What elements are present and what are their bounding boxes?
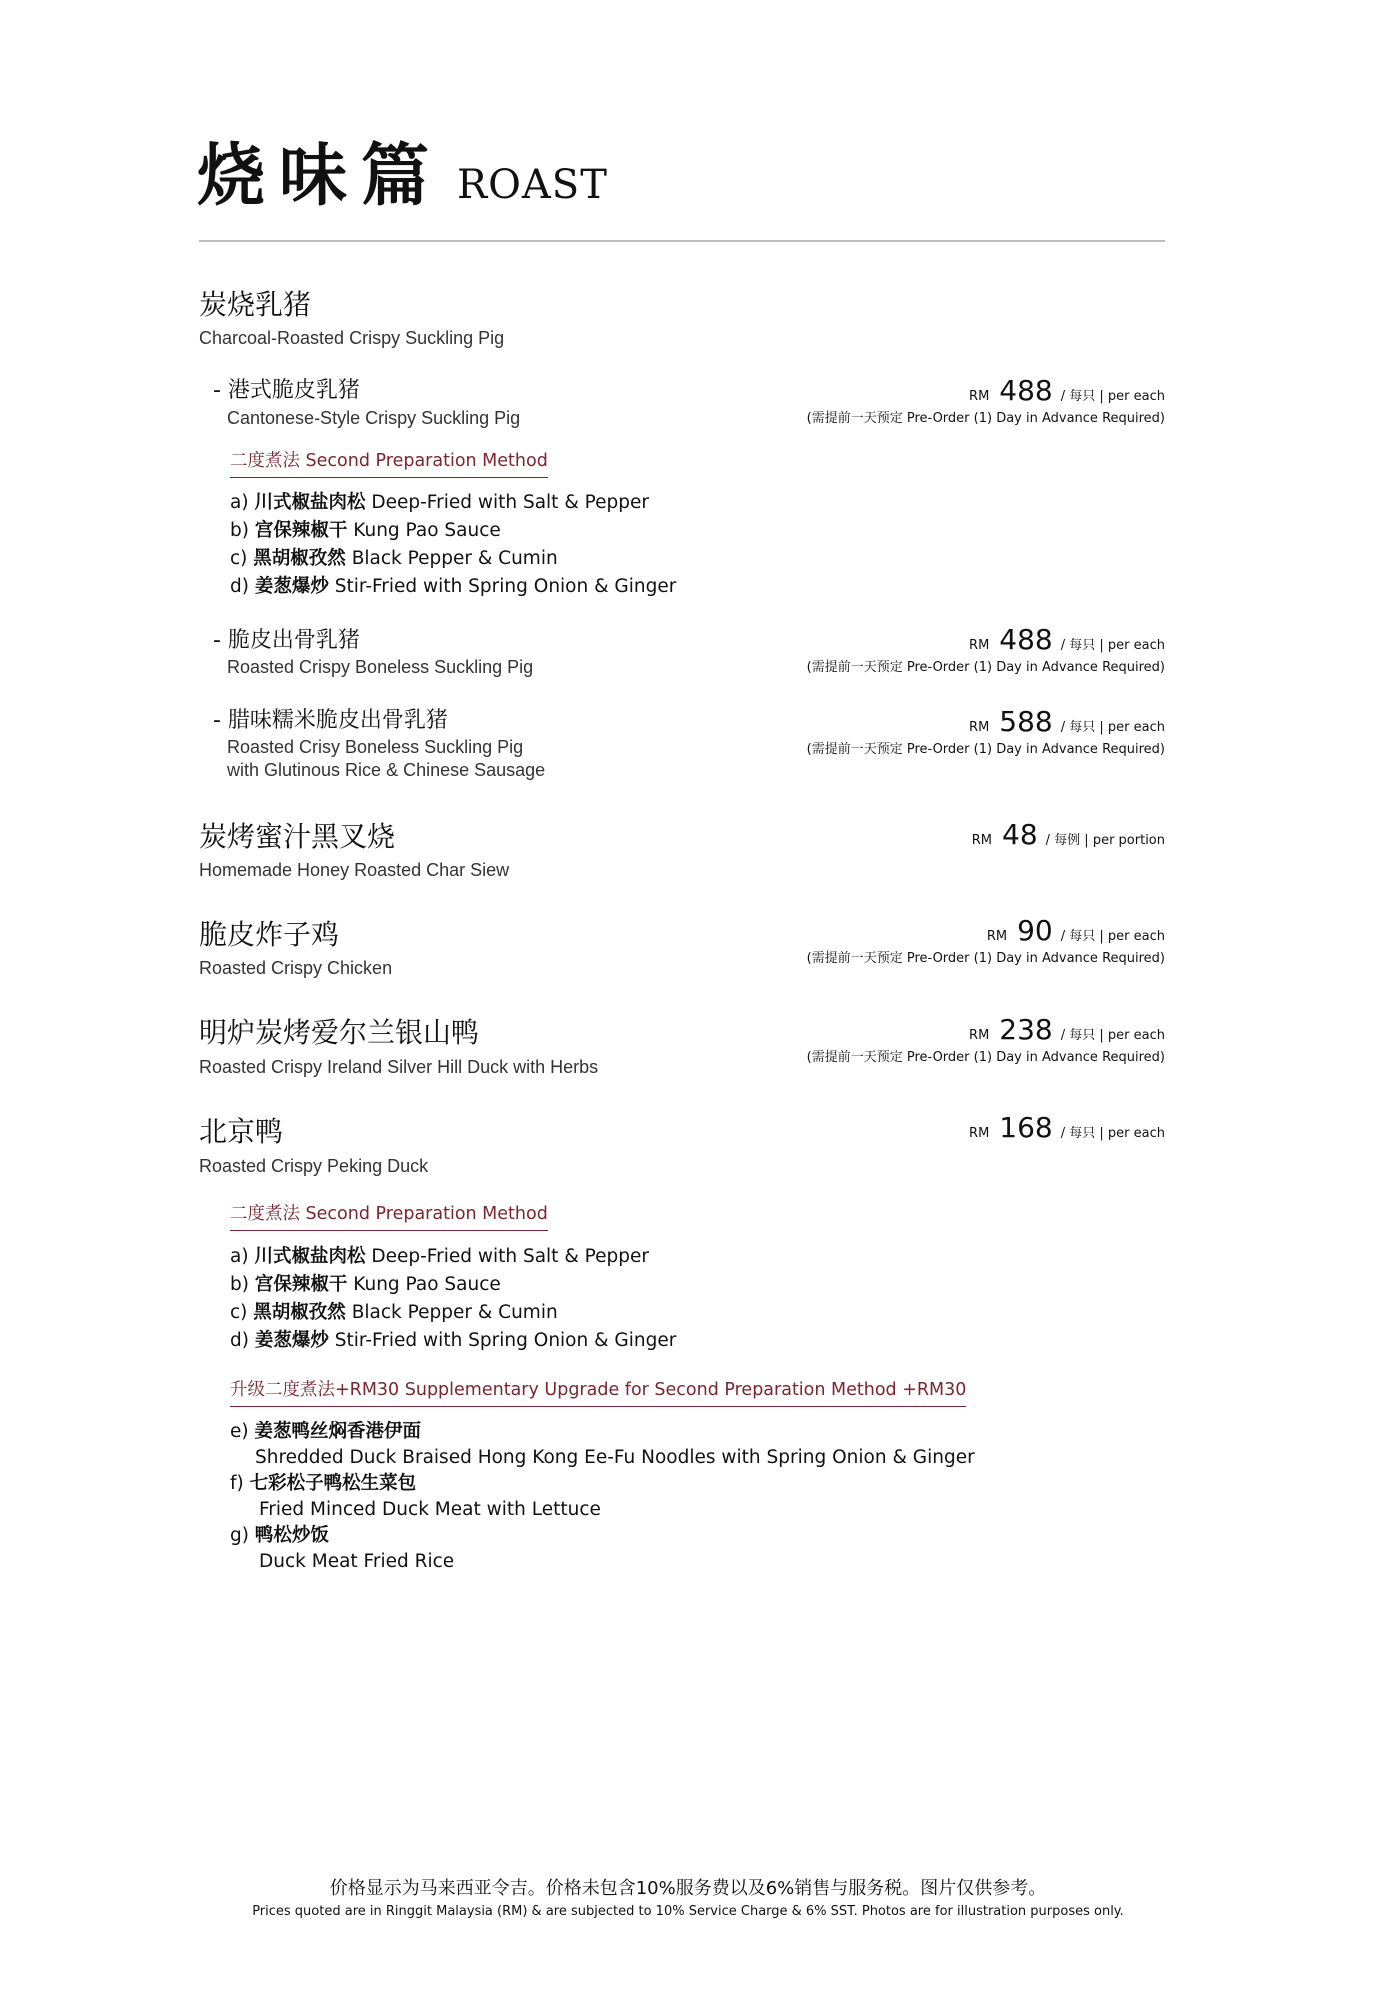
option-zh: 川式椒盐肉松 — [254, 1246, 366, 1267]
footer-note-zh: 价格显示为马来西亚令吉。价格未包含10%服务费以及6%销售与服务税。图片仅供参考。 — [329, 1878, 1047, 1899]
upgrade-option-en: Duck Meat Fried Rice — [259, 1551, 455, 1572]
method-option — [230, 1299, 558, 1327]
option-label: f) — [230, 1473, 244, 1494]
option-en: Black Pepper & Cumin — [351, 1302, 558, 1323]
method-heading: 二度煮法 Second Preparation Method — [230, 1201, 548, 1231]
method-option — [230, 1271, 501, 1299]
currency: RM — [986, 929, 1008, 944]
option-zh: 七彩松子鸭松生菜包 — [249, 1473, 417, 1494]
option-label: a) — [230, 1246, 249, 1267]
price — [969, 374, 1165, 407]
subitem-name-zh: - 脆皮出骨乳猪 — [213, 628, 360, 653]
option-label: e) — [230, 1421, 249, 1442]
subitem-name-en-line1: Roasted Crisy Boneless Suckling Pig — [227, 737, 524, 757]
price-value: 168 — [999, 1111, 1053, 1144]
header-divider — [199, 240, 1165, 242]
option-en: Deep-Fried with Salt & Pepper — [371, 492, 649, 513]
price-value: 488 — [999, 374, 1053, 407]
footer-note-en: Prices quoted are in Ringgit Malaysia (RM) & are subjected to 10% Service Charge & 6% SST. Photos are for illustration purposes only. — [252, 1904, 1124, 1919]
price-value: 238 — [999, 1013, 1053, 1046]
subitem-name-en: Roasted Crispy Boneless Suckling Pig — [227, 657, 534, 677]
option-en: Black Pepper & Cumin — [351, 548, 558, 569]
option-zh: 宫保辣椒干 — [254, 1274, 348, 1295]
currency: RM — [969, 1028, 990, 1043]
option-label: d) — [230, 576, 249, 597]
item-name-zh: 炭烧乳猪 — [199, 288, 312, 321]
option-label: b) — [230, 1274, 249, 1295]
price-unit: / 每只 | per each — [1060, 638, 1165, 653]
preorder-note: (需提前一天预定 Pre-Order (1) Day in Advance Required) — [806, 660, 1165, 675]
option-en: Deep-Fried with Salt & Pepper — [371, 1246, 649, 1267]
currency: RM — [969, 1126, 990, 1141]
price-unit: / 每只 | per each — [1060, 929, 1165, 944]
method-heading: 二度煮法 Second Preparation Method — [230, 448, 548, 478]
price-value: 48 — [1002, 818, 1038, 851]
preorder-note: (需提前一天预定 Pre-Order (1) Day in Advance Required) — [806, 411, 1165, 426]
upgrade-option-en: Shredded Duck Braised Hong Kong Ee-Fu Noodles with Spring Onion & Ginger — [255, 1447, 975, 1468]
method-option — [230, 545, 558, 573]
page-title-en: ROAST — [457, 162, 608, 208]
subitem-name-en: Cantonese-Style Crispy Suckling Pig — [227, 408, 521, 428]
method-option — [230, 489, 649, 517]
subitem-name-zh: - 腊味糯米脆皮出骨乳猪 — [213, 708, 448, 733]
subitem-name-zh: - 港式脆皮乳猪 — [213, 378, 360, 403]
option-en: Stir-Fried with Spring Onion & Ginger — [334, 576, 677, 597]
method-option — [230, 517, 501, 545]
upgrade-option — [230, 1418, 421, 1446]
option-label: b) — [230, 520, 249, 541]
method-option — [230, 1327, 676, 1355]
option-en: Stir-Fried with Spring Onion & Ginger — [334, 1330, 677, 1351]
subitem-name-en-line2: with Glutinous Rice & Chinese Sausage — [227, 760, 546, 780]
price-value: 488 — [999, 623, 1053, 656]
option-zh: 黑胡椒孜然 — [253, 548, 346, 569]
price — [969, 623, 1165, 656]
option-label: c) — [230, 548, 248, 569]
option-en: Kung Pao Sauce — [353, 520, 501, 541]
option-zh: 姜葱鸭丝焖香港伊面 — [254, 1421, 422, 1442]
upgrade-option-en: Fried Minced Duck Meat with Lettuce — [259, 1499, 601, 1520]
item-name-en: Charcoal-Roasted Crispy Suckling Pig — [199, 328, 505, 348]
price — [972, 818, 1165, 851]
price-value: 90 — [1017, 914, 1053, 947]
option-label: c) — [230, 1302, 248, 1323]
item-name-en: Roasted Crispy Peking Duck — [199, 1156, 429, 1176]
preorder-note: (需提前一天预定 Pre-Order (1) Day in Advance Required) — [806, 1050, 1165, 1065]
item-name-zh: 北京鸭 — [199, 1115, 284, 1148]
price — [987, 914, 1165, 947]
price — [969, 705, 1165, 738]
item-name-zh: 炭烤蜜汁黑叉烧 — [199, 820, 396, 853]
item-name-en: Roasted Crispy Chicken — [199, 958, 393, 978]
currency: RM — [969, 638, 990, 653]
currency: RM — [969, 720, 990, 735]
preorder-note: (需提前一天预定 Pre-Order (1) Day in Advance Required) — [806, 742, 1165, 757]
option-en: Kung Pao Sauce — [353, 1274, 501, 1295]
price-unit: / 每例 | per portion — [1045, 833, 1165, 848]
option-label: d) — [230, 1330, 249, 1351]
price-unit: / 每只 | per each — [1060, 720, 1165, 735]
price — [969, 1111, 1165, 1144]
price-unit: / 每只 | per each — [1060, 1028, 1165, 1043]
upgrade-option — [230, 1470, 416, 1498]
price-unit: / 每只 | per each — [1060, 389, 1165, 404]
item-name-zh: 脆皮炸子鸡 — [199, 918, 340, 951]
method-option — [230, 1243, 649, 1271]
option-label: a) — [230, 492, 249, 513]
page-title-zh: 烧味篇 — [197, 136, 444, 216]
option-zh: 黑胡椒孜然 — [253, 1302, 346, 1323]
item-name-en: Homemade Honey Roasted Char Siew — [199, 860, 510, 880]
option-label: g) — [230, 1525, 249, 1546]
currency: RM — [969, 389, 990, 404]
upgrade-heading: 升级二度煮法+RM30 Supplementary Upgrade for Second Preparation Method +RM30 — [230, 1377, 966, 1407]
upgrade-option — [230, 1522, 329, 1550]
option-zh: 宫保辣椒干 — [254, 520, 348, 541]
price-unit: / 每只 | per each — [1060, 1126, 1165, 1141]
price-value: 588 — [999, 705, 1053, 738]
option-zh: 川式椒盐肉松 — [254, 492, 366, 513]
currency: RM — [971, 833, 993, 848]
option-zh: 姜葱爆炒 — [254, 576, 329, 597]
item-name-zh: 明炉炭烤爱尔兰银山鸭 — [199, 1016, 480, 1049]
option-zh: 姜葱爆炒 — [254, 1330, 329, 1351]
preorder-note: (需提前一天预定 Pre-Order (1) Day in Advance Required) — [806, 951, 1165, 966]
option-zh: 鸭松炒饭 — [254, 1525, 329, 1546]
item-name-en: Roasted Crispy Ireland Silver Hill Duck with Herbs — [199, 1057, 599, 1077]
method-option — [230, 573, 676, 601]
price — [969, 1013, 1165, 1046]
